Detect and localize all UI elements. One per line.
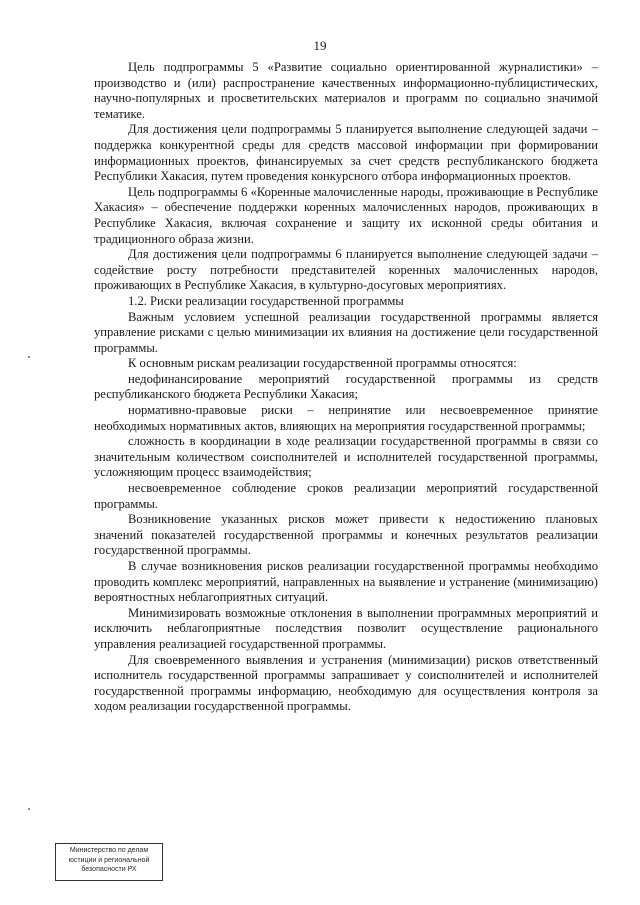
- paragraph-main-risks-intro: К основным рискам реализации государственной программы относятся:: [128, 356, 517, 371]
- paragraph-risk-minimization: Минимизировать возможные отклонения в выполнении программных мероприятий и исключить неблагоприятные последствия позволит осуществление рационального управления реализацией государственной программы.: [94, 605, 598, 651]
- stamp-line: юстиции и региональной: [68, 856, 150, 864]
- paragraph-risk-deadlines: несвоевременное соблюдение сроков реализации мероприятий государственной программы.: [94, 481, 598, 511]
- paragraph-risk-monitoring: Для своевременного выявления и устранения (минимизации) рисков ответственный исполнитель государственной программы запрашивает у соисполнителей и исполнителей государственной программы информацию, необходимую для осуществления контроля за ходом реализации государственной программы.: [94, 652, 598, 714]
- paragraph-subprogram5-goal: Цель подпрограммы 5 «Развитие социально ориентированной журналистики» – производство и (или) распространение качественных информационно-публицистических, научно-популярных и просветительских материалов и программ по социально значимой тематике.: [94, 60, 598, 121]
- margin-mark: [28, 808, 30, 810]
- paragraph-subprogram6-goal: Цель подпрограммы 6 «Коренные малочисленные народы, проживающие в Республике Хакасия» – обеспечение поддержки коренных малочисленных народов, проживающих в Республике Хакасия, включая сохранение и защиту их исконной среды обитания и традиционного образа жизни.: [94, 184, 598, 246]
- section-heading-risks: 1.2. Риски реализации государственной программы: [128, 293, 404, 308]
- paragraph-risk-management: Важным условием успешной реализации государственной программы является управление рисками с целью минимизации их влияния на достижение цели государственной программы.: [94, 309, 598, 355]
- paragraph-risk-coordination: сложность в координации в ходе реализации государственной программы в связи со значительным количеством соисполнителей и исполнителей государственной программы, усложняющим процесс взаимодействия;: [94, 434, 598, 480]
- document-body: [94, 60, 598, 715]
- page-number: 19: [313, 38, 327, 53]
- paragraph-subprogram5-task: Для достижения цели подпрограммы 5 планируется выполнение следующей задачи – поддержка конкурентной среды для средств массовой информации при формировании информационных проектов, финансируемых за счет средств республиканского бюджета Республики Хакасия, путем проведения конкурсного отбора информационных проектов.: [94, 122, 598, 184]
- paragraph-subprogram6-task: Для достижения цели подпрограммы 6 планируется выполнение следующей задачи – содействие росту потребности представителей коренных малочисленных народов, проживающих в Республике Хакасия, в культурно-досуговых мероприятиях.: [94, 247, 598, 293]
- paragraph-risk-measures: В случае возникновения рисков реализации государственной программы необходимо проводить комплекс мероприятий, направленных на выявление и устранение (минимизацию) вероятностных неблагоприятных ситуаций.: [94, 559, 598, 605]
- margin-mark: [28, 356, 30, 358]
- paragraph-risk-regulatory: нормативно-правовые риски – непринятие или несвоевременное принятие необходимых нормативных актов, влияющих на мероприятия государственной программы;: [94, 403, 598, 433]
- stamp-line: Министерство по делам: [69, 847, 149, 854]
- paragraph-risk-consequences: Возникновение указанных рисков может привести к недостижению плановых значений показателей государственной программы и конечных результатов реализации государственной программы.: [94, 512, 598, 558]
- stamp-line: безопасности РХ: [81, 866, 137, 873]
- ministry-stamp: [55, 843, 163, 881]
- paragraph-risk-underfunding: недофинансирование мероприятий государственной программы из средств республиканского бюджета Республики Хакасия;: [94, 371, 598, 402]
